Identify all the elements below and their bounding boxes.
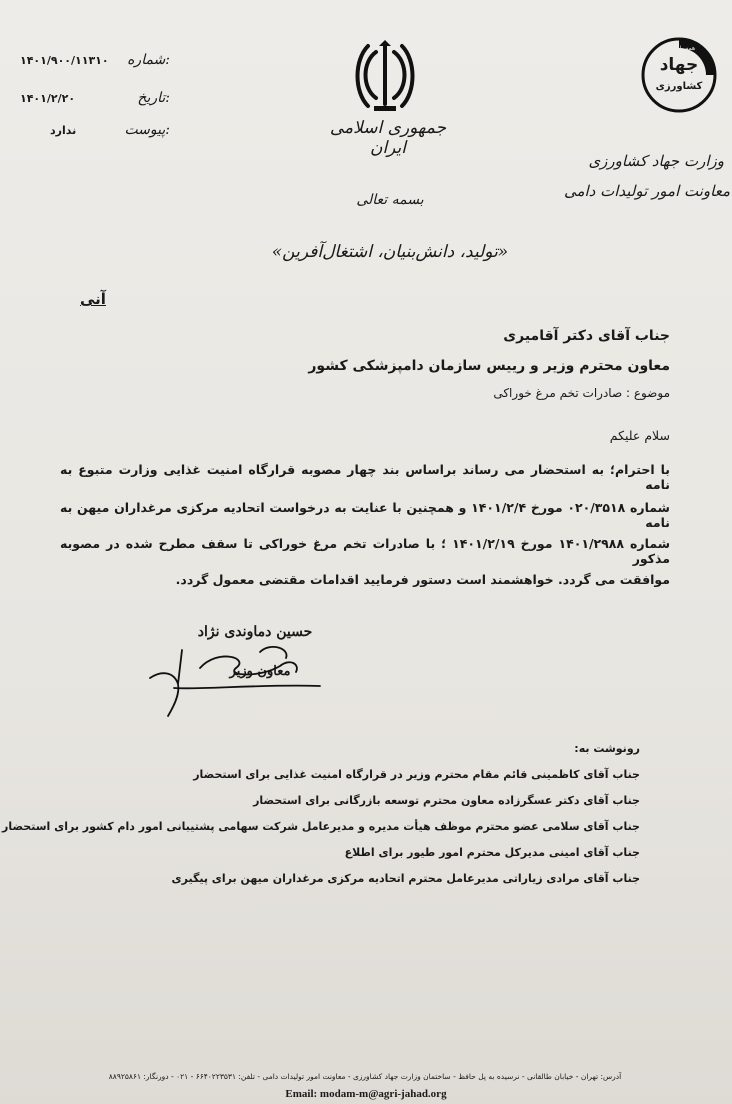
handwritten-signature [140,628,340,720]
logo-main-text: جهاد [659,55,699,75]
cc-line: جناب آقای امینی مدیرکل محترم امور طیور برای اطلاع [344,846,640,859]
country-name: جمهوری اسلامی ایران [329,118,447,158]
cc-line: جناب آقای سلامی عضو محترم موظف هیأت مدیره و مدیرعامل شرکت سهامی پشتیبانی امور دام کشور برای استحضار [1,820,640,833]
logo-sub-text: کشاورزی [655,81,703,92]
body-line-1: با احترام؛ به استحضار می رساند براساس بند چهار مصوبه قرارگاه امنیت غذایی وزارت متبوع به نامه [60,462,670,492]
logo-top-text: همه با هم [670,45,696,52]
footer-address: آدرس: تهران - خیابان طالقانی - نرسیده به پل حافظ - ساختمان وزارت جهاد کشاورزی - معاونت امور تولیدات دامی - تلفن: ۶۶۴۰۲۲۳۵۳۱ - ۰۲۱ - دورنگار: ۸۸۹۲۵۸۶۱ [108,1072,622,1081]
letter-date-row [20,90,170,110]
number-value: ۱۴۰۱/۹۰۰/۱۱۳۱۰ [20,54,109,67]
deputy-name: معاونت امور تولیدات دامی [563,182,730,200]
date-label: تاریخ: [137,90,170,106]
greeting-text: سلام علیکم [609,428,670,443]
recipient-title: معاون محترم وزیر و رییس سازمان دامپزشکی کشور [308,358,670,374]
number-label: شماره: [127,52,170,68]
ministry-name: وزارت جهاد کشاورزی [588,152,724,170]
attachment-value: ندارد [50,124,77,137]
body-line-4: موافقت می گردد. خواهشمند است دستور فرمایید اقدامات مقتضی معمول گردد. [175,572,670,587]
signatory-role: معاون وزیر [229,664,291,679]
iran-emblem-icon [352,40,418,114]
bismillah-text: بسمه تعالی [356,192,424,208]
slogan-text: «تولید، دانش‌بنیان، اشتغال‌آفرین» [271,242,509,262]
date-value: ۱۴۰۱/۲/۲۰ [20,92,76,105]
cc-line: جناب آقای دکتر عسگرزاده معاون محترم توسعه بازرگانی برای استحضار [253,794,640,807]
footer-email: Email: modam-m@agri-jahad.org [285,1088,447,1100]
body-line-3: شماره ۱۴۰۱/۲۹۸۸ مورخ ۱۴۰۱/۲/۱۹ ؛ با صادرات تخم مرغ خوراکی تا سقف مطرح شده در مصوبه مذکور [60,536,670,566]
cc-line: جناب آقای مرادی زیاراتی مدیرعامل محترم اتحادیه مرکزی مرغداران میهن برای پیگیری [171,872,640,885]
body-line-2: شماره ۰۲۰/۳۵۱۸ مورخ ۱۴۰۱/۲/۴ و همچنین با عنایت به درخواست اتحادیه مرکزی مرغداران میهن به نامه [60,500,670,530]
cc-line: جناب آقای کاظمینی قائم مقام محترم وزیر در قرارگاه امنیت غذایی برای استحضار [193,768,640,781]
signatory-name: حسین دماوندی نژاد [197,624,313,640]
letter-number-row [20,52,170,72]
attachment-label: پیوست: [124,122,170,138]
letter-attachment-row [20,122,170,142]
cc-heading: رونوشت به: [574,742,640,755]
recipient-name: جناب آقای دکتر آقامیری [503,328,670,344]
letter-subject: موضوع : صادرات تخم مرغ خوراکی [493,386,670,400]
urgency-label: آنی [80,290,106,308]
